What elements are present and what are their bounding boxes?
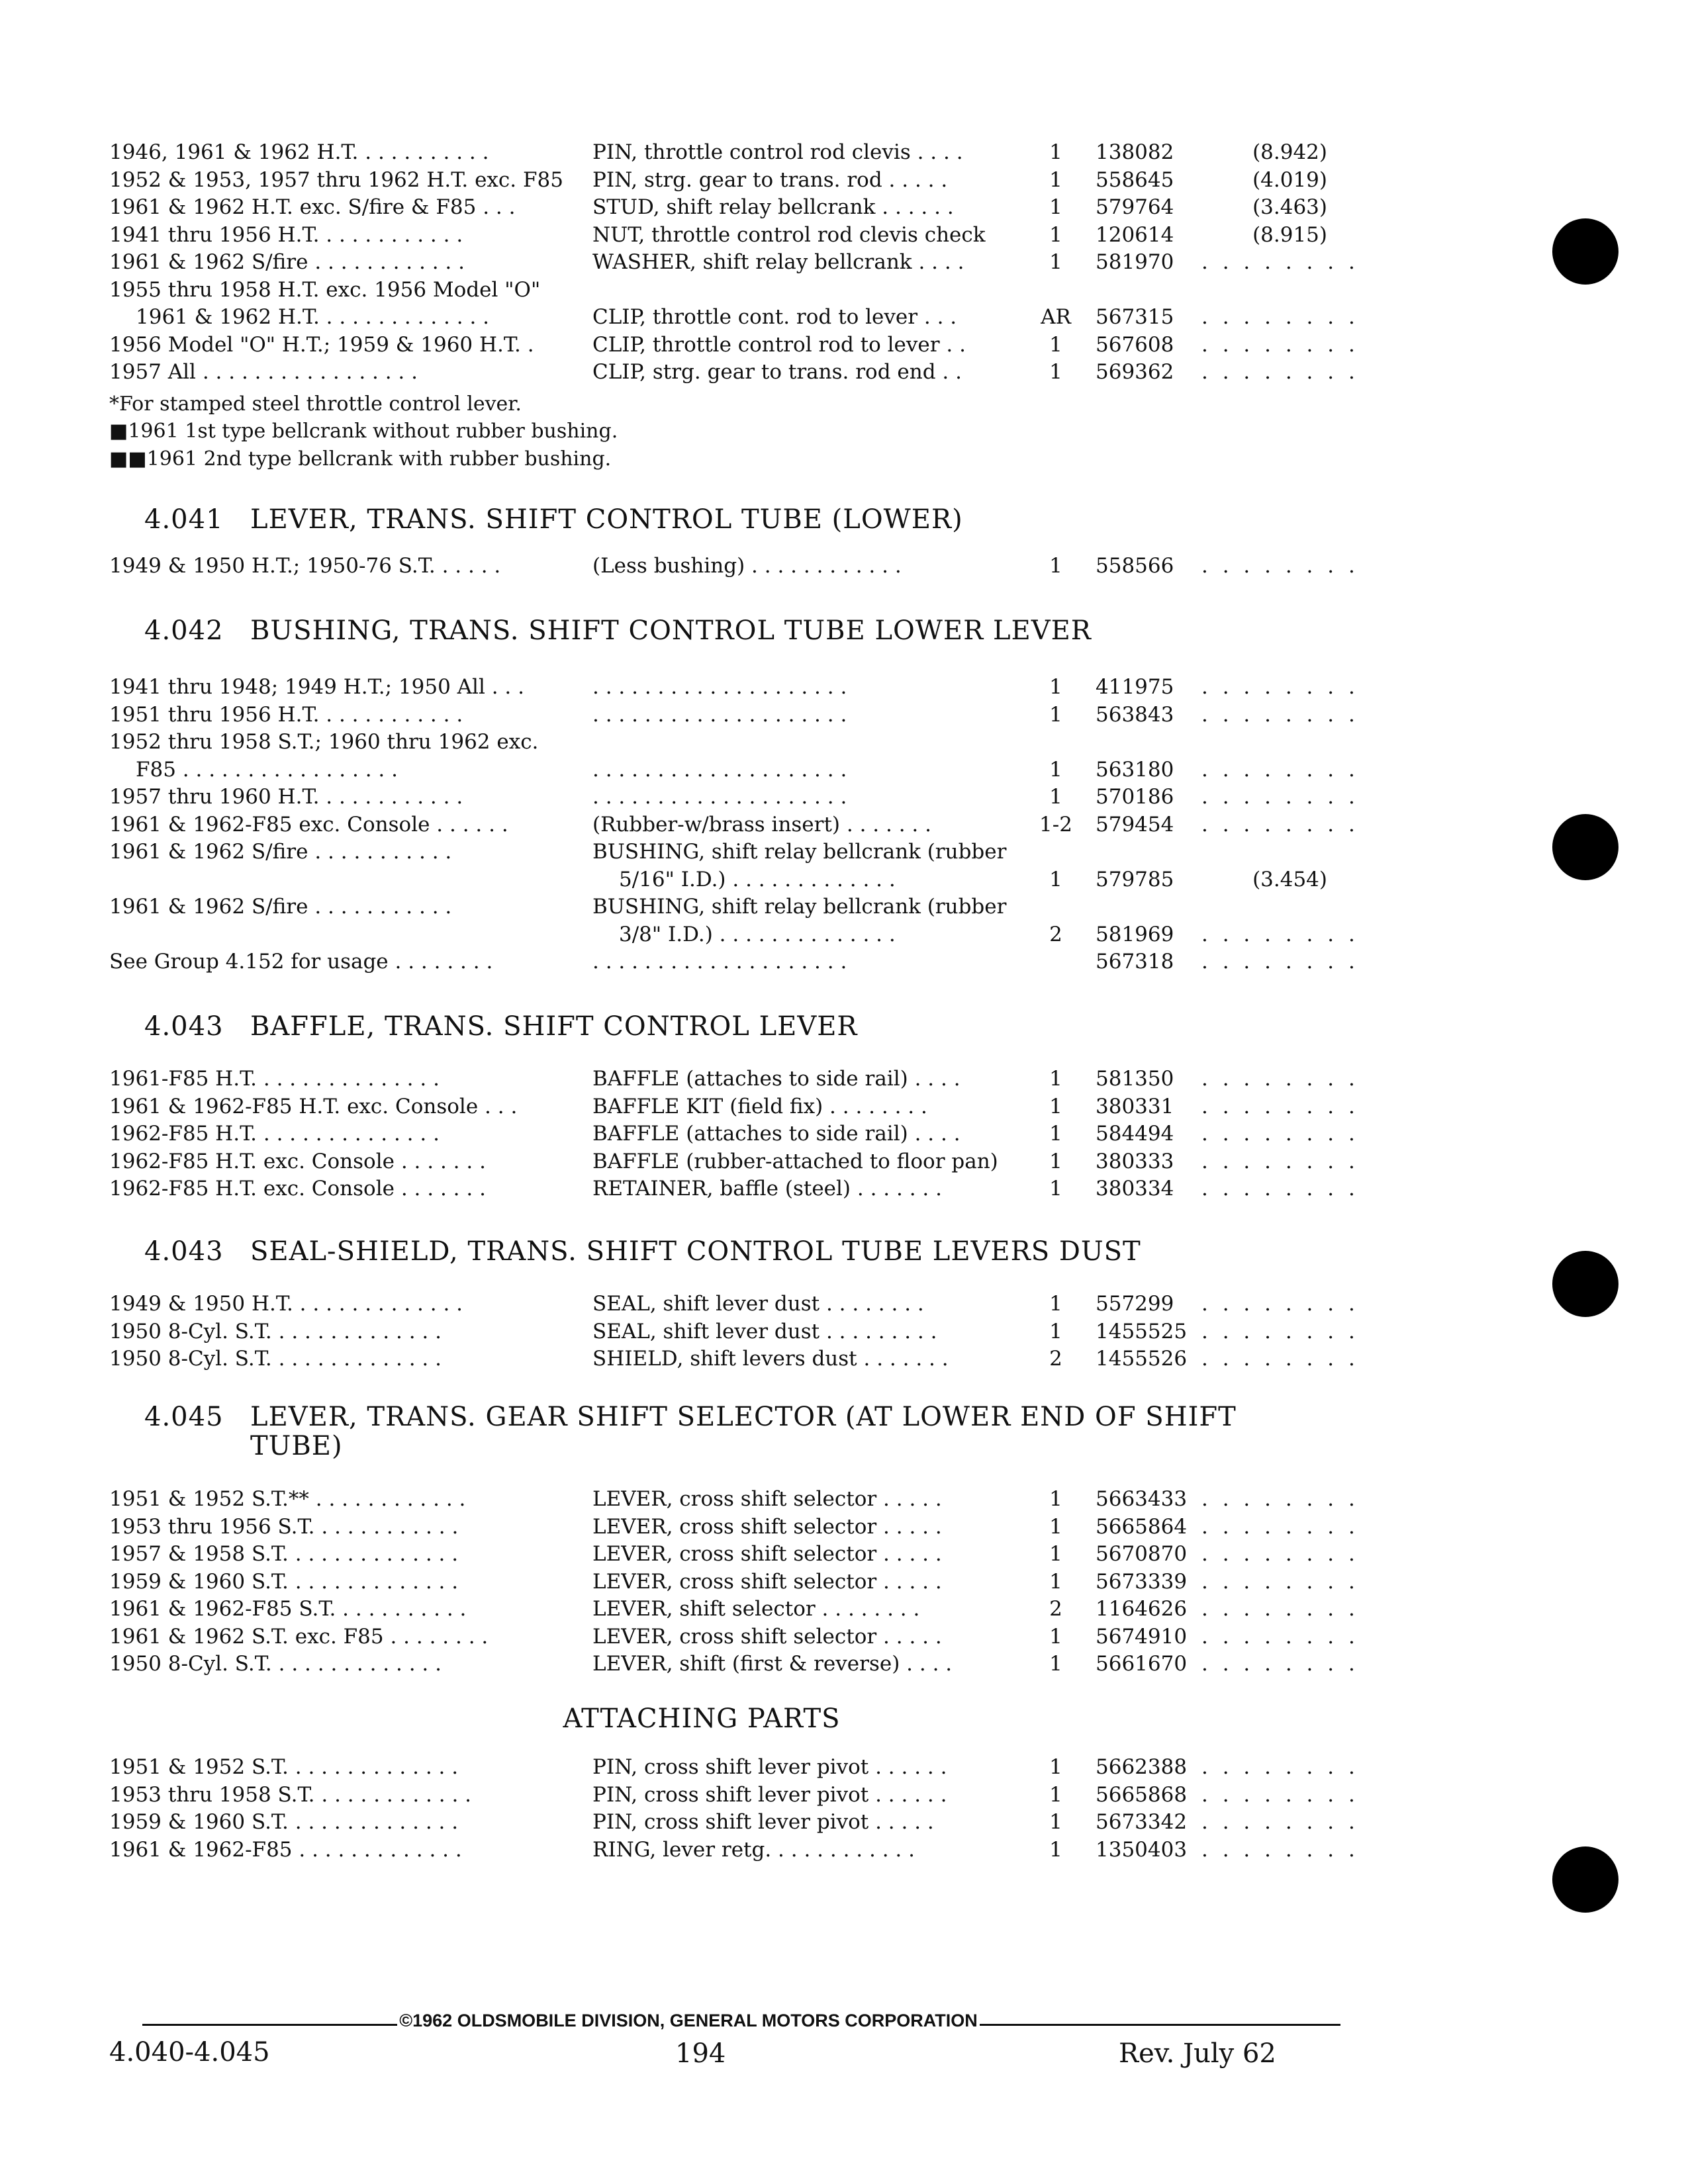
part-number-cell: 411975 <box>1096 675 1174 699</box>
usage-cell: 1953 thru 1958 S.T. . . . . . . . . . . . . <box>109 1782 472 1807</box>
reference-cell: . . . . . . . . <box>1201 1514 1359 1539</box>
section-heading-4-045 <box>144 1402 1237 1432</box>
description-cell: LEVER, shift (first & reverse) . . . . <box>592 1652 953 1676</box>
page-number: 194 <box>675 2038 726 2069</box>
usage-cell: 1950 8-Cyl. S.T. . . . . . . . . . . . . . <box>109 1652 442 1676</box>
quantity-cell: 1 <box>1049 1067 1062 1091</box>
usage-cell: 1959 & 1960 S.T. . . . . . . . . . . . . . <box>109 1810 459 1834</box>
part-number-cell: 5662388 <box>1096 1755 1188 1779</box>
description-cell: BAFFLE (rubber-attached to floor pan) <box>592 1149 998 1173</box>
part-number-cell: 581970 <box>1096 250 1174 274</box>
part-number-cell: 563180 <box>1096 757 1174 782</box>
usage-cell: 1961 & 1962 H.T. . . . . . . . . . . . . . <box>136 305 490 329</box>
part-number-cell: 569362 <box>1096 360 1174 384</box>
section-table-4-043-seal <box>109 1291 1359 1373</box>
footnote-1: *For stamped steel throttle control lever. <box>109 392 522 416</box>
table-row <box>109 1486 1359 1514</box>
table-row <box>109 222 1344 250</box>
section-heading-4-043-seal <box>144 1236 1141 1267</box>
quantity-cell: 1 <box>1049 222 1062 247</box>
part-number-cell: 1164626 <box>1096 1597 1188 1621</box>
usage-cell: 1957 & 1958 S.T. . . . . . . . . . . . . . <box>109 1542 459 1566</box>
description-cell: BAFFLE (attaches to side rail) . . . . <box>592 1122 961 1146</box>
table-row <box>109 866 1344 894</box>
reference-cell: . . . . . . . . <box>1201 675 1359 699</box>
reference-cell: . . . . . . . . <box>1201 360 1359 384</box>
usage-cell: 1955 thru 1958 H.T. exc. 1956 Model "O" <box>109 277 541 302</box>
quantity-cell: 1 <box>1049 1837 1062 1862</box>
description-cell: LEVER, cross shift selector . . . . . <box>592 1487 942 1511</box>
table-row <box>109 1596 1359 1623</box>
quantity-cell: 1 <box>1049 332 1062 357</box>
table-row <box>109 304 1359 332</box>
usage-cell: 1961 & 1962 S.T. exc. F85 . . . . . . . . <box>109 1624 489 1649</box>
section-number: 4.041 <box>144 504 224 535</box>
description-cell: PIN, cross shift lever pivot . . . . . . <box>592 1782 947 1807</box>
binder-hole-3 <box>1552 1251 1618 1317</box>
part-number-cell: 570186 <box>1096 785 1174 809</box>
table-row <box>109 1809 1359 1837</box>
part-number-cell: 380331 <box>1096 1094 1174 1118</box>
reference-cell: . . . . . . . . <box>1201 1810 1359 1834</box>
intro-table <box>109 139 1359 387</box>
usage-cell: 1949 & 1950 H.T. . . . . . . . . . . . . . <box>109 1292 463 1316</box>
usage-cell: 1961 & 1962 H.T. exc. S/fire & F85 . . . <box>109 195 516 219</box>
quantity-cell: 1 <box>1049 360 1062 384</box>
table-row <box>109 948 1359 976</box>
quantity-cell: 1 <box>1049 1094 1062 1118</box>
description-cell: . . . . . . . . . . . . . . . . . . . . <box>592 757 847 782</box>
description-cell: SHIELD, shift levers dust . . . . . . . <box>592 1347 949 1371</box>
part-number-cell: 584494 <box>1096 1122 1174 1146</box>
reference-cell: (3.463) <box>1252 195 1327 219</box>
reference-cell: . . . . . . . . <box>1201 1837 1359 1862</box>
description-cell: CLIP, throttle control rod to lever . . <box>592 332 966 357</box>
table-row <box>109 1066 1359 1093</box>
usage-cell: 1941 thru 1948; 1949 H.T.; 1950 All . . . <box>109 675 524 699</box>
table-row <box>109 332 1359 359</box>
section-title: SEAL-SHIELD, TRANS. SHIFT CONTROL TUBE LEVERS DUST <box>250 1236 1141 1267</box>
quantity-cell: 1 <box>1049 675 1062 699</box>
usage-cell: 1949 & 1950 H.T.; 1950-76 S.T. . . . . . <box>109 554 501 578</box>
quantity-cell: 1 <box>1049 1149 1062 1173</box>
reference-cell: . . . . . . . . <box>1201 785 1359 809</box>
usage-cell: 1950 8-Cyl. S.T. . . . . . . . . . . . . . <box>109 1319 442 1343</box>
reference-cell: . . . . . . . . <box>1201 922 1359 946</box>
description-cell: (Less bushing) . . . . . . . . . . . . <box>592 554 902 578</box>
attaching-parts-heading: ATTACHING PARTS <box>563 1704 841 1734</box>
quantity-cell: 1 <box>1049 1177 1062 1201</box>
usage-cell: 1961 & 1962-F85 S.T. . . . . . . . . . . <box>109 1597 467 1621</box>
part-number-cell: 563843 <box>1096 702 1174 727</box>
section-title: LEVER, TRANS. GEAR SHIFT SELECTOR (AT LOWER END OF SHIFT <box>250 1402 1237 1432</box>
quantity-cell: 1 <box>1049 167 1062 192</box>
reference-cell: . . . . . . . . <box>1201 332 1359 357</box>
part-number-cell: 558566 <box>1096 554 1174 578</box>
part-number-cell: 5673339 <box>1096 1569 1188 1594</box>
description-cell: NUT, throttle control rod clevis check <box>592 222 986 247</box>
reference-cell: . . . . . . . . <box>1201 1755 1359 1779</box>
binder-hole-2 <box>1552 814 1618 880</box>
quantity-cell: 1 <box>1049 1782 1062 1807</box>
table-row <box>109 139 1344 167</box>
table-row <box>109 1754 1359 1782</box>
part-number-cell: 1455525 <box>1096 1319 1188 1343</box>
reference-cell: . . . . . . . . <box>1201 702 1359 727</box>
usage-cell: F85 . . . . . . . . . . . . . . . . . <box>136 757 398 782</box>
part-number-cell: 581350 <box>1096 1067 1174 1091</box>
section-number: 4.042 <box>144 615 224 646</box>
binder-hole-1 <box>1552 218 1618 285</box>
reference-cell: . . . . . . . . <box>1201 1094 1359 1118</box>
quantity-cell: 1 <box>1049 1292 1062 1316</box>
reference-cell: . . . . . . . . <box>1201 554 1359 578</box>
table-row <box>109 811 1359 839</box>
usage-cell: 1951 & 1952 S.T.** . . . . . . . . . . . . <box>109 1487 466 1511</box>
table-row <box>109 553 1359 580</box>
reference-cell: . . . . . . . . <box>1201 1597 1359 1621</box>
usage-cell: 1961 & 1962 S/fire . . . . . . . . . . . <box>109 895 452 919</box>
part-number-cell: 380334 <box>1096 1177 1174 1201</box>
table-row <box>109 893 1344 921</box>
table-row <box>109 194 1344 222</box>
table-row <box>109 1345 1359 1373</box>
table-row <box>109 1541 1359 1569</box>
table-row <box>109 1782 1359 1809</box>
table-row <box>109 784 1359 811</box>
reference-cell: . . . . . . . . <box>1201 1177 1359 1201</box>
revision-date: Rev. July 62 <box>1119 2038 1276 2069</box>
table-row <box>109 167 1344 195</box>
quantity-cell: 1 <box>1049 554 1062 578</box>
reference-cell: . . . . . . . . <box>1201 1319 1359 1343</box>
reference-cell: . . . . . . . . <box>1201 757 1359 782</box>
description-cell: . . . . . . . . . . . . . . . . . . . . <box>592 702 847 727</box>
usage-cell: 1941 thru 1956 H.T. . . . . . . . . . . . <box>109 222 463 247</box>
description-cell: WASHER, shift relay bellcrank . . . . <box>592 250 964 274</box>
description-cell: BAFFLE (attaches to side rail) . . . . <box>592 1067 961 1091</box>
description-cell: BAFFLE KIT (field fix) . . . . . . . . <box>592 1094 927 1118</box>
quantity-cell: 1-2 <box>1039 812 1072 837</box>
part-number-cell: 5670870 <box>1096 1542 1188 1566</box>
part-number-cell: 380333 <box>1096 1149 1174 1173</box>
section-heading-4-041 <box>144 504 963 535</box>
part-number-cell: 558645 <box>1096 167 1174 192</box>
usage-cell: 1961-F85 H.T. . . . . . . . . . . . . . . <box>109 1067 440 1091</box>
description-cell: RING, lever retg. . . . . . . . . . . . <box>592 1837 915 1862</box>
description-cell: LEVER, shift selector . . . . . . . . <box>592 1597 920 1621</box>
reference-cell: . . . . . . . . <box>1201 305 1359 329</box>
section-table-4-042 <box>109 674 1359 976</box>
usage-cell: 1951 thru 1956 H.T. . . . . . . . . . . . <box>109 702 463 727</box>
reference-cell: . . . . . . . . <box>1201 1122 1359 1146</box>
reference-cell: . . . . . . . . <box>1201 1782 1359 1807</box>
description-cell: 3/8" I.D.) . . . . . . . . . . . . . . <box>619 922 896 946</box>
table-row <box>109 729 1344 756</box>
usage-cell: 1953 thru 1956 S.T. . . . . . . . . . . . <box>109 1514 459 1539</box>
quantity-cell: 2 <box>1049 1597 1062 1621</box>
part-number-cell: 557299 <box>1096 1292 1174 1316</box>
quantity-cell: 1 <box>1049 195 1062 219</box>
reference-cell: . . . . . . . . <box>1201 1624 1359 1649</box>
quantity-cell: 1 <box>1049 250 1062 274</box>
reference-cell: . . . . . . . . <box>1201 1149 1359 1173</box>
description-cell: . . . . . . . . . . . . . . . . . . . . <box>592 950 847 974</box>
table-row <box>109 1514 1359 1541</box>
part-number-cell: 1350403 <box>1096 1837 1188 1862</box>
footnote-2: ■1961 1st type bellcrank without rubber bushing. <box>109 420 618 443</box>
section-table-4-043-baffle <box>109 1066 1359 1203</box>
section-table-4-045 <box>109 1486 1359 1678</box>
description-cell: 5/16" I.D.) . . . . . . . . . . . . . <box>619 867 896 891</box>
table-row <box>109 1318 1359 1346</box>
reference-cell: . . . . . . . . <box>1201 950 1359 974</box>
usage-cell: See Group 4.152 for usage . . . . . . . . <box>109 950 493 974</box>
reference-cell: (8.942) <box>1252 140 1327 164</box>
description-cell: SEAL, shift lever dust . . . . . . . . <box>592 1292 924 1316</box>
quantity-cell: 1 <box>1049 1487 1062 1511</box>
description-cell: PIN, strg. gear to trans. rod . . . . . <box>592 167 948 192</box>
reference-cell: . . . . . . . . <box>1201 1347 1359 1371</box>
table-row <box>109 1569 1359 1596</box>
quantity-cell: 1 <box>1049 140 1062 164</box>
part-number-cell: 567315 <box>1096 305 1174 329</box>
reference-cell: . . . . . . . . <box>1201 1569 1359 1594</box>
description-cell: . . . . . . . . . . . . . . . . . . . . <box>592 785 847 809</box>
table-row <box>109 1651 1359 1678</box>
part-number-cell: 579785 <box>1096 867 1174 891</box>
description-cell: LEVER, cross shift selector . . . . . <box>592 1569 942 1594</box>
quantity-cell: 1 <box>1049 1122 1062 1146</box>
table-row <box>109 674 1359 702</box>
reference-cell: . . . . . . . . <box>1201 1067 1359 1091</box>
table-row <box>109 1175 1359 1203</box>
table-row <box>109 249 1359 277</box>
usage-cell: 1956 Model "O" H.T.; 1959 & 1960 H.T. . <box>109 332 534 357</box>
description-cell: PIN, cross shift lever pivot . . . . . <box>592 1810 934 1834</box>
part-number-cell: 567608 <box>1096 332 1174 357</box>
quantity-cell: 1 <box>1049 1652 1062 1676</box>
table-row <box>109 1093 1359 1121</box>
usage-cell: 1959 & 1960 S.T. . . . . . . . . . . . . . <box>109 1569 459 1594</box>
table-row <box>109 1148 1359 1176</box>
quantity-cell: 2 <box>1049 922 1062 946</box>
usage-cell: 1957 thru 1960 H.T. . . . . . . . . . . . <box>109 785 463 809</box>
quantity-cell: 1 <box>1049 1542 1062 1566</box>
table-row <box>109 839 1344 866</box>
part-number-cell: 579764 <box>1096 195 1174 219</box>
description-cell: (Rubber-w/brass insert) . . . . . . . <box>592 812 931 837</box>
part-number-cell: 5665868 <box>1096 1782 1188 1807</box>
table-row <box>109 921 1359 949</box>
description-cell: PIN, cross shift lever pivot . . . . . . <box>592 1755 947 1779</box>
reference-cell: . . . . . . . . <box>1201 1292 1359 1316</box>
quantity-cell: 1 <box>1049 1514 1062 1539</box>
part-number-cell: 138082 <box>1096 140 1174 164</box>
section-title: LEVER, TRANS. SHIFT CONTROL TUBE (LOWER) <box>250 504 963 535</box>
description-cell: CLIP, strg. gear to trans. rod end . . <box>592 360 962 384</box>
quantity-cell: 2 <box>1049 1347 1062 1371</box>
quantity-cell: 1 <box>1049 1810 1062 1834</box>
usage-cell: 1962-F85 H.T. exc. Console . . . . . . . <box>109 1149 486 1173</box>
part-number-cell: 1455526 <box>1096 1347 1188 1371</box>
section-title: BAFFLE, TRANS. SHIFT CONTROL LEVER <box>250 1011 858 1042</box>
part-number-cell: 567318 <box>1096 950 1174 974</box>
reference-cell: (4.019) <box>1252 167 1327 192</box>
part-number-cell: 5663433 <box>1096 1487 1188 1511</box>
attaching-parts-table <box>109 1754 1359 1864</box>
quantity-cell: AR <box>1041 305 1071 329</box>
section-table-4-041 <box>109 553 1359 580</box>
part-number-cell: 5674910 <box>1096 1624 1188 1649</box>
quantity-cell: 1 <box>1049 1755 1062 1779</box>
part-number-cell: 579454 <box>1096 812 1174 837</box>
part-number-cell: 5665864 <box>1096 1514 1188 1539</box>
description-cell: LEVER, cross shift selector . . . . . <box>592 1514 942 1539</box>
quantity-cell: 1 <box>1049 757 1062 782</box>
table-row <box>109 1623 1359 1651</box>
description-cell: LEVER, cross shift selector . . . . . <box>592 1542 942 1566</box>
usage-cell: 1961 & 1962 S/fire . . . . . . . . . . . . <box>109 250 465 274</box>
section-heading-4-042 <box>144 615 1092 646</box>
usage-cell: 1946, 1961 & 1962 H.T. . . . . . . . . . . <box>109 140 489 164</box>
quantity-cell: 1 <box>1049 702 1062 727</box>
section-heading-4-043-baffle <box>144 1011 858 1042</box>
footnote-3: ■■1961 2nd type bellcrank with rubber bushing. <box>109 447 612 471</box>
usage-cell: 1962-F85 H.T. exc. Console . . . . . . . <box>109 1177 486 1201</box>
usage-cell: 1961 & 1962-F85 H.T. exc. Console . . . <box>109 1094 518 1118</box>
description-cell: BUSHING, shift relay bellcrank (rubber <box>592 895 1007 919</box>
table-row <box>109 1120 1359 1148</box>
binder-hole-4 <box>1552 1846 1618 1913</box>
section-number: 4.045 <box>144 1402 224 1432</box>
part-number-cell: 5673342 <box>1096 1810 1188 1834</box>
description-cell: BUSHING, shift relay bellcrank (rubber <box>592 840 1007 864</box>
description-cell: RETAINER, baffle (steel) . . . . . . . <box>592 1177 942 1201</box>
reference-cell: . . . . . . . . <box>1201 1652 1359 1676</box>
section-title-continued: TUBE) <box>250 1431 343 1461</box>
quantity-cell: 1 <box>1049 785 1062 809</box>
description-cell: PIN, throttle control rod clevis . . . . <box>592 140 963 164</box>
reference-cell: . . . . . . . . <box>1201 1542 1359 1566</box>
part-number-cell: 5661670 <box>1096 1652 1188 1676</box>
usage-cell: 1961 & 1962-F85 . . . . . . . . . . . . . <box>109 1837 462 1862</box>
section-number: 4.043 <box>144 1011 224 1042</box>
reference-cell: . . . . . . . . <box>1201 250 1359 274</box>
usage-cell: 1952 & 1953, 1957 thru 1962 H.T. exc. F85 <box>109 167 563 192</box>
description-cell: . . . . . . . . . . . . . . . . . . . . <box>592 675 847 699</box>
description-cell: SEAL, shift lever dust . . . . . . . . . <box>592 1319 937 1343</box>
section-number: 4.043 <box>144 1236 224 1267</box>
reference-cell: (3.454) <box>1252 867 1327 891</box>
group-range: 4.040-4.045 <box>109 2037 270 2068</box>
part-number-cell: 120614 <box>1096 222 1174 247</box>
description-cell: CLIP, throttle cont. rod to lever . . . <box>592 305 957 329</box>
section-title: BUSHING, TRANS. SHIFT CONTROL TUBE LOWER LEVER <box>250 615 1092 646</box>
table-row <box>109 1291 1359 1318</box>
usage-cell: 1951 & 1952 S.T. . . . . . . . . . . . . . <box>109 1755 459 1779</box>
table-row <box>109 277 1344 304</box>
usage-cell: 1961 & 1962 S/fire . . . . . . . . . . . <box>109 840 452 864</box>
usage-cell: 1957 All . . . . . . . . . . . . . . . . . <box>109 360 418 384</box>
reference-cell: . . . . . . . . <box>1201 812 1359 837</box>
reference-cell: (8.915) <box>1252 222 1327 247</box>
quantity-cell: 1 <box>1049 1569 1062 1594</box>
usage-cell: 1961 & 1962-F85 exc. Console . . . . . . <box>109 812 508 837</box>
copyright-line: ©1962 OLDSMOBILE DIVISION, GENERAL MOTORS CORPORATION <box>397 2011 980 2031</box>
usage-cell: 1952 thru 1958 S.T.; 1960 thru 1962 exc. <box>109 730 539 754</box>
usage-cell: 1962-F85 H.T. . . . . . . . . . . . . . . <box>109 1122 440 1146</box>
table-row <box>109 359 1359 387</box>
description-cell: STUD, shift relay bellcrank . . . . . . <box>592 195 954 219</box>
table-row <box>109 1837 1359 1864</box>
quantity-cell: 1 <box>1049 867 1062 891</box>
part-number-cell: 581969 <box>1096 922 1174 946</box>
reference-cell: . . . . . . . . <box>1201 1487 1359 1511</box>
table-row <box>109 702 1359 729</box>
usage-cell: 1950 8-Cyl. S.T. . . . . . . . . . . . . . <box>109 1347 442 1371</box>
table-row <box>109 756 1359 784</box>
quantity-cell: 1 <box>1049 1319 1062 1343</box>
description-cell: LEVER, cross shift selector . . . . . <box>592 1624 942 1649</box>
quantity-cell: 1 <box>1049 1624 1062 1649</box>
